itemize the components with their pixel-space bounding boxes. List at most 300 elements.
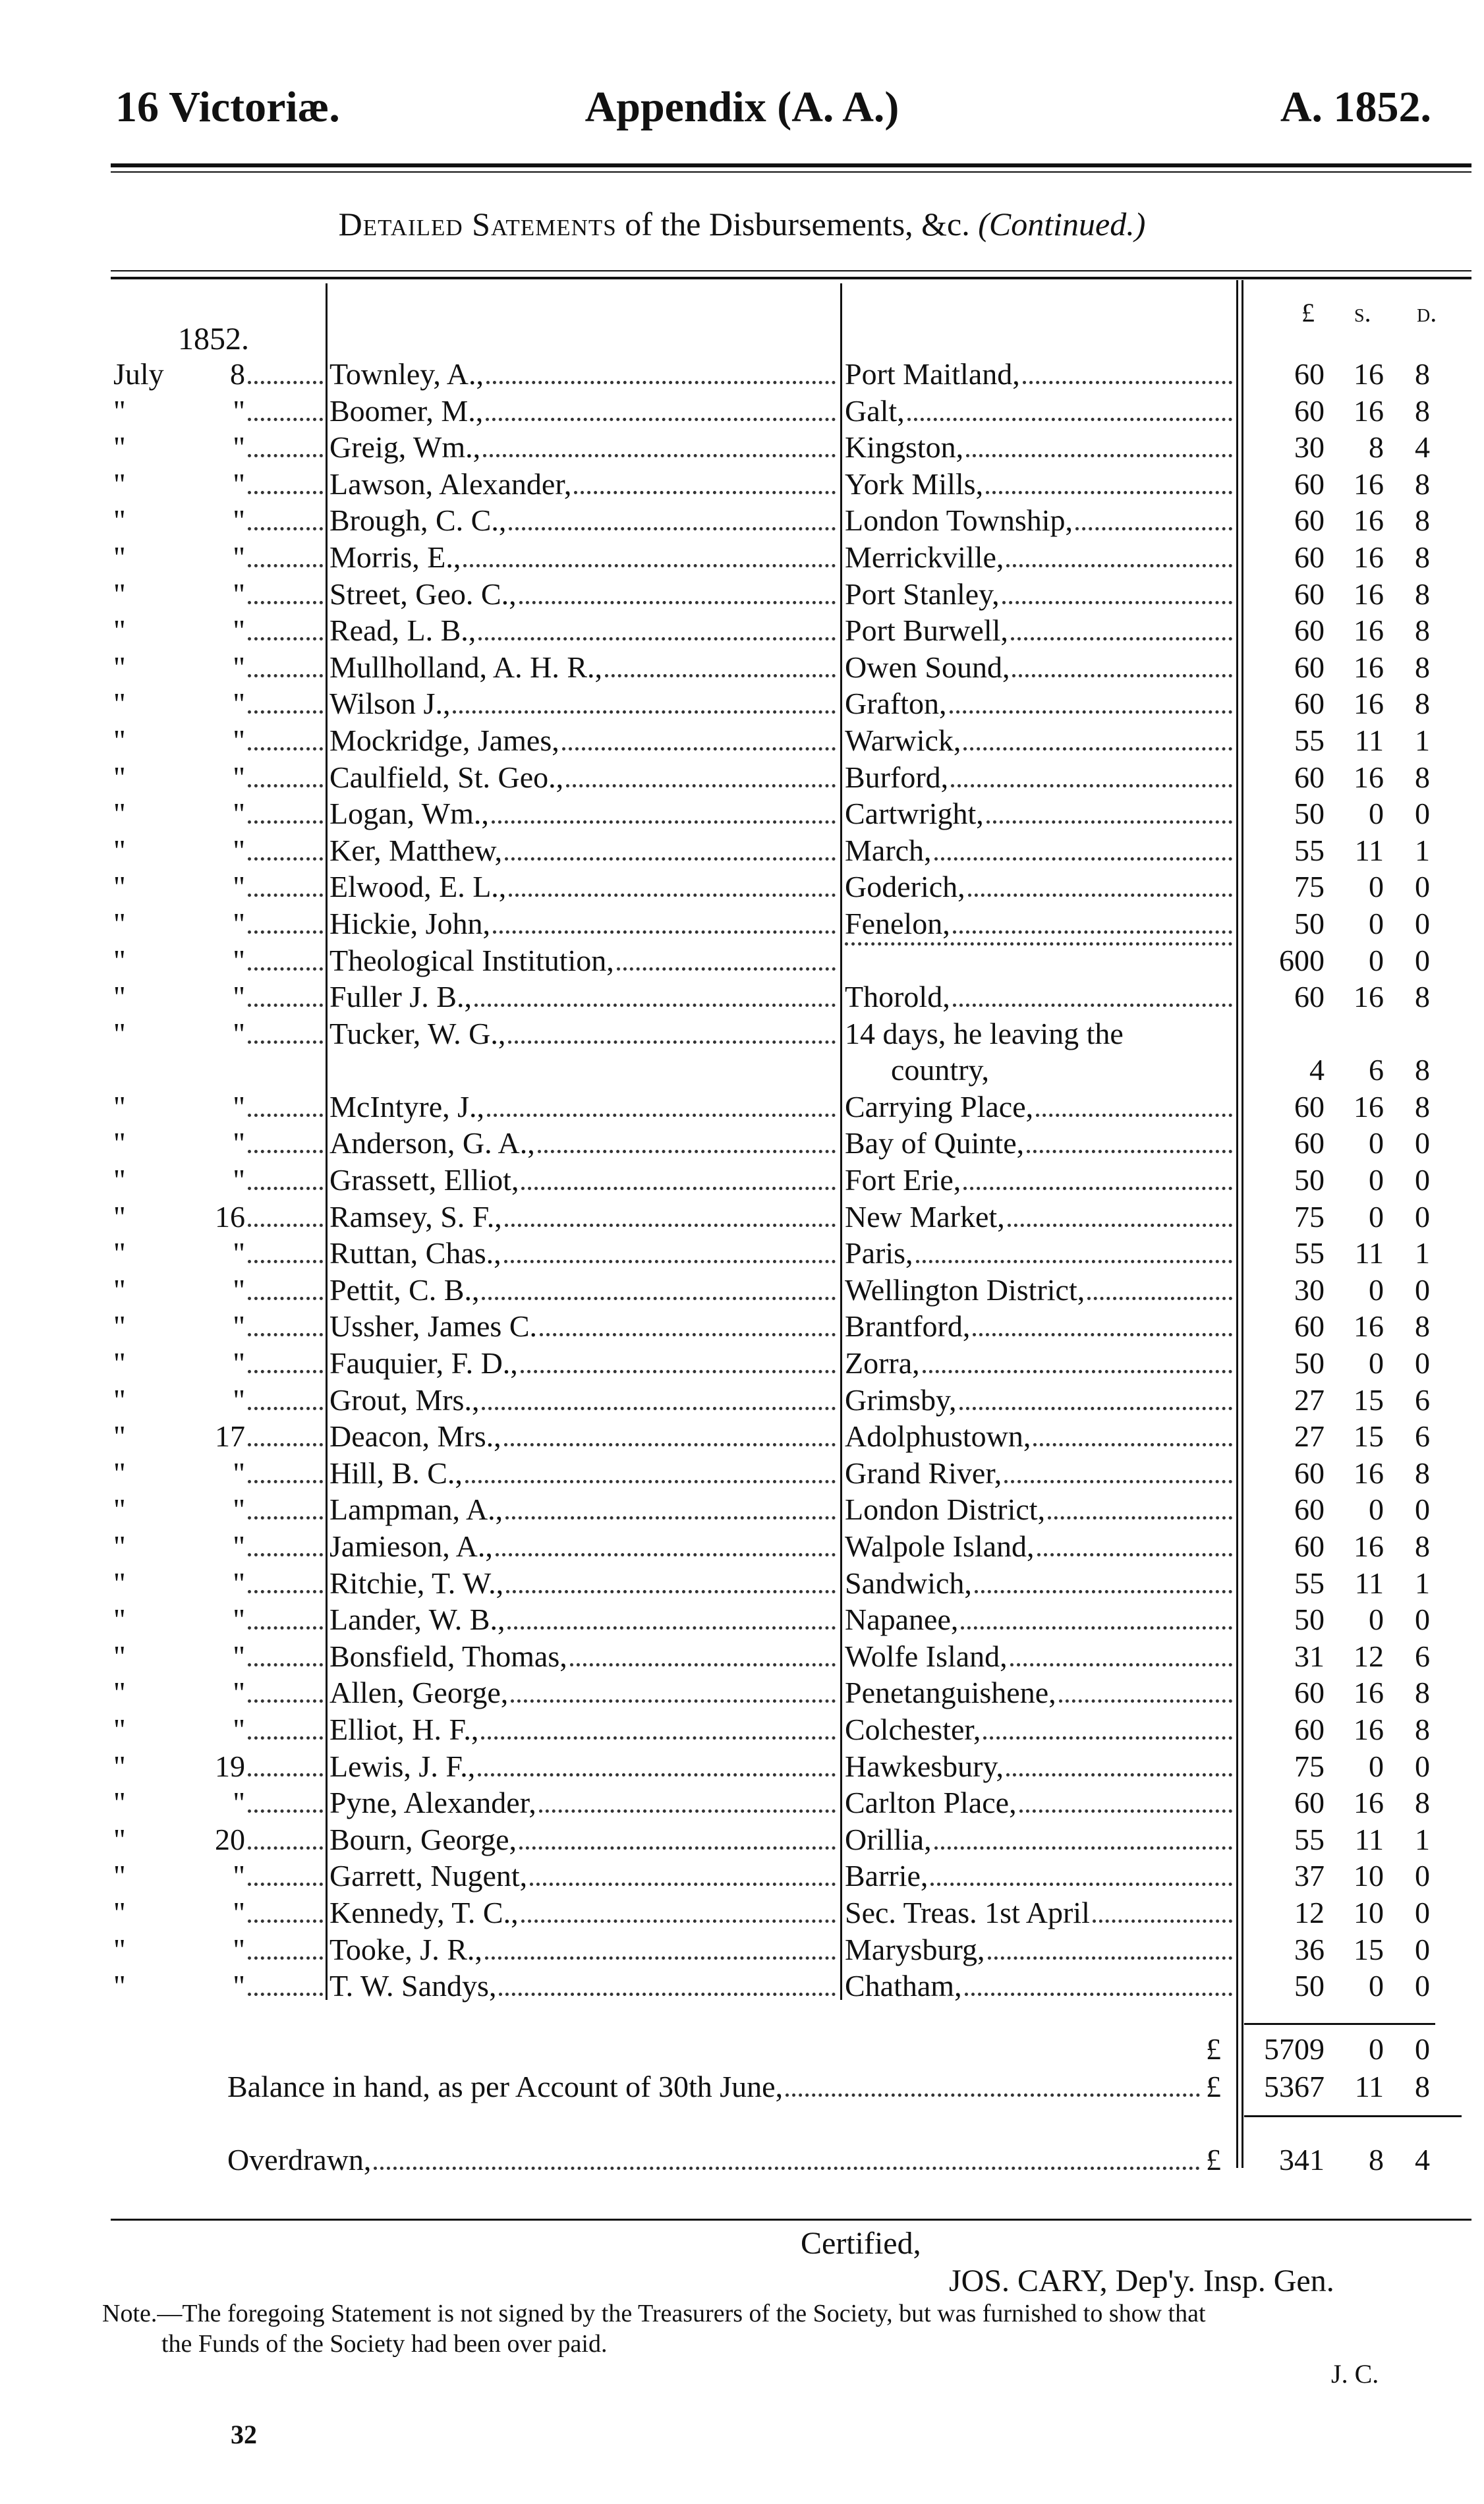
- payee-name: Anderson, G. A.,: [329, 1126, 535, 1160]
- payee-name: Jamieson, A.,: [329, 1529, 493, 1563]
- table-row: [0, 466, 1484, 503]
- payee-name: Fauquier, F. D.,: [329, 1346, 518, 1380]
- name-cell: [329, 466, 838, 503]
- date-cell: [113, 905, 326, 942]
- date-cell: [113, 576, 326, 613]
- amount-shillings: 12: [1354, 1639, 1384, 1673]
- table-row: [0, 868, 1484, 905]
- place-cell: [845, 1491, 1235, 1528]
- payee-name: Caulfield, St. Geo.,: [329, 760, 564, 794]
- amount-shillings: 16: [1354, 357, 1384, 391]
- statement-title-caps: Detailed Satements: [338, 206, 617, 242]
- amount-pence: 8: [1415, 1309, 1430, 1344]
- name-cell: [329, 1784, 838, 1821]
- amount-shillings: 0: [1369, 1199, 1384, 1234]
- date-month: ": [113, 1822, 126, 1856]
- amount-shillings: 0: [1369, 1272, 1384, 1307]
- name-cell: [329, 1711, 838, 1748]
- amount-pounds: 36: [1294, 1932, 1325, 1966]
- date-month: ": [113, 1016, 126, 1050]
- amount-pence: 1: [1415, 1822, 1430, 1856]
- name-cell: [329, 1821, 838, 1858]
- amount-pence: 8: [1415, 980, 1430, 1014]
- date-cell: [113, 1638, 326, 1675]
- name-cell: [329, 356, 838, 393]
- certified-signer: JOS. CARY, Dep'y. Insp. Gen.: [949, 2263, 1334, 2298]
- table-row: [0, 1418, 1484, 1455]
- date-cell: [113, 1089, 326, 1125]
- amount-shillings: 11: [1354, 1566, 1384, 1600]
- table-row: [0, 1528, 1484, 1565]
- amount-shillings: 10: [1354, 1895, 1384, 1929]
- table-row: [0, 1491, 1484, 1528]
- payee-name: Ruttan, Chas.,: [329, 1236, 501, 1270]
- payee-name: Tucker, W. G.,: [329, 1016, 506, 1050]
- date-cell: [113, 1931, 326, 1968]
- date-day: ": [233, 430, 245, 465]
- date-cell: [113, 1711, 326, 1748]
- amount-pounds: 60: [1294, 1126, 1325, 1160]
- amount-pence: 6: [1415, 1639, 1430, 1673]
- table-row: [0, 576, 1484, 613]
- amount-pounds: 60: [1294, 577, 1325, 611]
- place-text: Port Stanley,: [845, 577, 1000, 611]
- place-text: Goderich,: [845, 870, 965, 904]
- amount-shillings: 0: [1369, 1163, 1384, 1197]
- place-cell: [845, 1235, 1235, 1272]
- amount-pounds: 55: [1294, 723, 1325, 757]
- date-month: ": [113, 1639, 126, 1673]
- date-cell: [113, 1528, 326, 1565]
- date-cell: [113, 1491, 326, 1528]
- place-cell: [845, 1015, 1235, 1089]
- date-cell: [113, 502, 326, 539]
- date-month: ": [113, 1199, 126, 1234]
- date-day: ": [233, 1126, 245, 1160]
- date-month: ": [113, 1493, 126, 1527]
- date-cell: [113, 1601, 326, 1638]
- name-cell: [329, 905, 838, 942]
- date-month: ": [113, 760, 126, 794]
- table-row: [0, 502, 1484, 539]
- amount-pounds: 55: [1294, 1236, 1325, 1270]
- place-cell: [845, 759, 1235, 796]
- amount-pounds: 60: [1294, 760, 1325, 794]
- place-cell: [845, 1858, 1235, 1894]
- date-cell: [113, 1272, 326, 1309]
- name-cell: [329, 1308, 838, 1345]
- place-text: London Township,: [845, 503, 1073, 538]
- place-text: Port Burwell,: [845, 613, 1008, 648]
- amount-shillings: 16: [1354, 760, 1384, 794]
- amount-pounds: 27: [1294, 1382, 1325, 1417]
- date-month: ": [113, 1786, 126, 1820]
- name-cell: [329, 1638, 838, 1675]
- total-row: [0, 2030, 1484, 2069]
- place-cell: [845, 1308, 1235, 1345]
- amount-pence: 1: [1415, 723, 1430, 757]
- payee-name: Kennedy, T. C.,: [329, 1895, 519, 1929]
- table-row: [0, 1235, 1484, 1272]
- payee-name: Elliot, H. F.,: [329, 1712, 479, 1746]
- place-cell: [845, 1638, 1235, 1675]
- footnote: [102, 2298, 1473, 2359]
- place-text: New Market,: [845, 1199, 1005, 1234]
- amount-pence: 8: [1415, 1456, 1430, 1490]
- amount-pence: 8: [1415, 1676, 1430, 1710]
- table-row: [0, 1455, 1484, 1492]
- amount-shillings: 15: [1354, 1382, 1384, 1417]
- date-cell: [113, 1565, 326, 1602]
- amount-pounds: 600: [1279, 943, 1325, 977]
- table-row: [0, 1968, 1484, 2005]
- name-cell: [329, 1418, 838, 1455]
- amount-shillings: 0: [1369, 1126, 1384, 1160]
- date-cell: [113, 1455, 326, 1492]
- name-cell: [329, 1528, 838, 1565]
- place-cell: [845, 539, 1235, 576]
- name-cell: [329, 942, 838, 979]
- date-cell: [113, 1308, 326, 1345]
- amount-pence: 6: [1415, 1419, 1430, 1454]
- date-month: ": [113, 1895, 126, 1929]
- amount-pounds: 50: [1294, 906, 1325, 940]
- table-row: [0, 759, 1484, 796]
- place-text: Sandwich,: [845, 1566, 972, 1600]
- payee-name: Greig, Wm.,: [329, 430, 481, 465]
- place-cell: [845, 868, 1235, 905]
- table-row: [0, 1162, 1484, 1199]
- place-text: Sec. Treas. 1st April: [845, 1895, 1090, 1929]
- place-cell: [845, 1821, 1235, 1858]
- amount-shillings: 10: [1354, 1859, 1384, 1893]
- amount-shillings: 11: [1354, 833, 1384, 867]
- table-row: [0, 685, 1484, 722]
- payee-name: Ker, Matthew,: [329, 833, 503, 867]
- place-cell: [845, 1162, 1235, 1199]
- name-cell: [329, 868, 838, 905]
- place-text: Wolfe Island,: [845, 1639, 1008, 1673]
- year-label: 1852.: [178, 322, 249, 356]
- payee-name: Lewis, J. F.,: [329, 1749, 476, 1783]
- date-month: ": [113, 1309, 126, 1344]
- table-row: [0, 612, 1484, 649]
- amount-pounds: 60: [1294, 1676, 1325, 1710]
- date-month: ": [113, 687, 126, 721]
- place-cell: [845, 393, 1235, 430]
- place-cell: [845, 1272, 1235, 1309]
- date-day: ": [233, 1603, 245, 1637]
- footer-rule: [111, 2219, 1471, 2221]
- name-cell: [329, 1858, 838, 1894]
- place-text: Galt,: [845, 393, 905, 428]
- place-text: Owen Sound,: [845, 650, 1010, 684]
- date-cell: [113, 539, 326, 576]
- date-month: ": [113, 467, 126, 501]
- table-row: [0, 1821, 1484, 1858]
- place-cell: [845, 1528, 1235, 1565]
- date-day: ": [233, 1382, 245, 1417]
- date-month: ": [113, 980, 126, 1014]
- amount-pounds: 60: [1294, 613, 1325, 648]
- date-day: ": [233, 870, 245, 904]
- total-pence: 0: [1415, 2032, 1430, 2066]
- payee-name: Pettit, C. B.,: [329, 1272, 480, 1307]
- amount-pence: 0: [1415, 1969, 1430, 2003]
- amount-pounds: 50: [1294, 1346, 1325, 1380]
- date-month: ": [113, 1969, 126, 2003]
- payee-name: Bonsfield, Thomas,: [329, 1639, 567, 1673]
- date-cell: [113, 1345, 326, 1382]
- name-cell: [329, 1345, 838, 1382]
- date-month: ": [113, 1236, 126, 1270]
- amount-shillings: 16: [1354, 1529, 1384, 1563]
- amount-pence: 8: [1415, 1712, 1430, 1746]
- payee-name: Mullholland, A. H. R.,: [329, 650, 603, 684]
- place-cell: [845, 502, 1235, 539]
- name-cell: [329, 1235, 838, 1272]
- amount-pounds: 12: [1294, 1895, 1325, 1929]
- payee-name: Allen, George,: [329, 1676, 509, 1710]
- place-cell: [845, 1601, 1235, 1638]
- table-row: [0, 1894, 1484, 1931]
- date-day: ": [233, 1786, 245, 1820]
- overdrawn-row: [0, 2140, 1484, 2180]
- place-cell: [845, 429, 1235, 466]
- place-text: Thorold,: [845, 980, 950, 1014]
- date-cell: [113, 612, 326, 649]
- table-row: [0, 1711, 1484, 1748]
- table-row: [0, 1272, 1484, 1309]
- note-initials: J. C.: [1331, 2359, 1379, 2389]
- date-cell: [113, 1199, 326, 1236]
- amount-pence: 0: [1415, 1199, 1430, 1234]
- name-cell: [329, 1931, 838, 1968]
- overdrawn-pence: 4: [1415, 2143, 1430, 2177]
- amount-shillings: 0: [1369, 906, 1384, 940]
- date-month: ": [113, 1676, 126, 1710]
- date-cell: [113, 759, 326, 796]
- amount-shillings: 0: [1369, 1346, 1384, 1380]
- amount-shillings: 16: [1354, 1676, 1384, 1710]
- table-row: [0, 429, 1484, 466]
- place-cell: [845, 1784, 1235, 1821]
- date-day: ": [233, 650, 245, 684]
- date-cell: [113, 1674, 326, 1711]
- payee-name: Logan, Wm.,: [329, 797, 489, 831]
- table-row: [0, 393, 1484, 430]
- payee-name: Grout, Mrs.,: [329, 1382, 480, 1417]
- place-text: Grafton,: [845, 687, 947, 721]
- amount-pounds: 60: [1294, 393, 1325, 428]
- date-day: ": [233, 1309, 245, 1344]
- payee-name: Deacon, Mrs.,: [329, 1419, 501, 1454]
- date-day: ": [233, 1016, 245, 1050]
- date-cell: [113, 356, 326, 393]
- place-text: Burford,: [845, 760, 949, 794]
- amount-pounds: 4: [1309, 1053, 1325, 1087]
- name-cell: [329, 1748, 838, 1785]
- date-cell: [113, 429, 326, 466]
- date-month: ": [113, 1603, 126, 1637]
- place-text: York Mills,: [845, 467, 984, 501]
- overdrawn-currency: £: [1206, 2143, 1221, 2177]
- amount-pence: 8: [1415, 540, 1430, 574]
- date-month: ": [113, 1126, 126, 1160]
- payee-name: Townley, A.,: [329, 357, 484, 391]
- name-cell: [329, 1272, 838, 1309]
- table-row: [0, 1601, 1484, 1638]
- amount-pounds: 50: [1294, 1969, 1325, 2003]
- date-cell: [113, 979, 326, 1015]
- amount-pence: 8: [1415, 1053, 1430, 1087]
- balance-currency: £: [1206, 2070, 1221, 2103]
- amount-pence: 0: [1415, 1272, 1430, 1307]
- amount-pounds: 60: [1294, 1089, 1325, 1124]
- table-row: [0, 1345, 1484, 1382]
- payee-name: Read, L. B.,: [329, 613, 476, 648]
- place-text: Marysburg,: [845, 1932, 985, 1966]
- certified-label: Certified,: [801, 2226, 921, 2261]
- amount-shillings: 0: [1369, 1603, 1384, 1637]
- date-day: ": [233, 687, 245, 721]
- amount-pence: 0: [1415, 1932, 1430, 1966]
- amount-pounds: 60: [1294, 650, 1325, 684]
- name-cell: [329, 502, 838, 539]
- amount-shillings: 11: [1354, 723, 1384, 757]
- amount-pounds: 60: [1294, 467, 1325, 501]
- disbursement-table: [0, 356, 1484, 2005]
- name-cell: [329, 1455, 838, 1492]
- date-cell: [113, 722, 326, 759]
- place-text: Carrying Place,: [845, 1089, 1034, 1124]
- amount-pence: 0: [1415, 1603, 1430, 1637]
- place-cell: [845, 1345, 1235, 1382]
- payee-name: Ussher, James C.: [329, 1309, 538, 1344]
- balance-pence: 8: [1415, 2070, 1430, 2103]
- date-month: ": [113, 540, 126, 574]
- amount-shillings: 16: [1354, 1712, 1384, 1746]
- place-cell: [845, 1894, 1235, 1931]
- name-cell: [329, 576, 838, 613]
- place-text: Colchester,: [845, 1712, 981, 1746]
- balance-pounds: 5367: [1264, 2070, 1325, 2103]
- table-row: [0, 832, 1484, 869]
- name-cell: [329, 1968, 838, 2005]
- place-cell: [845, 576, 1235, 613]
- date-day: ": [233, 1969, 245, 2003]
- amount-pounds: 50: [1294, 797, 1325, 831]
- place-text: Fenelon,: [845, 906, 950, 940]
- amount-shillings: 16: [1354, 1456, 1384, 1490]
- payee-name: Garrett, Nugent,: [329, 1859, 528, 1893]
- date-day: ": [233, 467, 245, 501]
- name-cell: [329, 1015, 838, 1052]
- amount-pence: 4: [1415, 430, 1430, 465]
- place-cell: [845, 1674, 1235, 1711]
- place-text: Hawkesbury,: [845, 1749, 1004, 1783]
- amount-pounds: 60: [1294, 503, 1325, 538]
- amount-shillings: 16: [1354, 1786, 1384, 1820]
- amount-pence: 0: [1415, 870, 1430, 904]
- table-row: [0, 1125, 1484, 1162]
- amount-pounds: 60: [1294, 1493, 1325, 1527]
- amount-pounds: 50: [1294, 1163, 1325, 1197]
- place-text: Port Maitland,: [845, 357, 1020, 391]
- amount-pounds: 60: [1294, 357, 1325, 391]
- date-cell: [113, 1968, 326, 2005]
- date-month: ": [113, 1089, 126, 1124]
- date-month: ": [113, 1382, 126, 1417]
- date-day: ": [233, 943, 245, 977]
- date-day: ": [233, 1346, 245, 1380]
- amount-pence: 0: [1415, 1895, 1430, 1929]
- payee-name: Tooke, J. R.,: [329, 1932, 482, 1966]
- amount-pence: 0: [1415, 906, 1430, 940]
- amount-pounds: 30: [1294, 1272, 1325, 1307]
- footnote-line-1: Note.—The foregoing Statement is not signed by the Treasurers of the Society, but was furnished to show that: [102, 2300, 1206, 2327]
- place-text: London District,: [845, 1493, 1046, 1527]
- date-month: ": [113, 1566, 126, 1600]
- payee-name: Boomer, M.,: [329, 393, 484, 428]
- table-row: [0, 1638, 1484, 1675]
- amount-shillings: 0: [1369, 943, 1384, 977]
- date-day: ": [233, 980, 245, 1014]
- amount-shillings: 16: [1354, 393, 1384, 428]
- footnote-line-2: the Funds of the Society had been over paid.: [161, 2330, 608, 2358]
- date-day: 8: [230, 357, 245, 391]
- date-day: ": [233, 833, 245, 867]
- place-cell: [845, 356, 1235, 393]
- place-text: March,: [845, 833, 932, 867]
- statement-title: [0, 201, 1484, 247]
- amount-pounds: 75: [1294, 1749, 1325, 1783]
- amount-pounds: 50: [1294, 1603, 1325, 1637]
- date-day: ": [233, 613, 245, 648]
- amount-pounds: 60: [1294, 1456, 1325, 1490]
- place-text: Penetanguishene,: [845, 1676, 1056, 1710]
- date-month: ": [113, 1346, 126, 1380]
- date-day: ": [233, 1493, 245, 1527]
- statement-title-continued: (Continued.): [978, 206, 1146, 242]
- date-month: July: [113, 357, 164, 391]
- date-month: ": [113, 1932, 126, 1966]
- table-row: [0, 979, 1484, 1015]
- date-month: ": [113, 1749, 126, 1783]
- date-day: ": [233, 540, 245, 574]
- place-cell: [845, 466, 1235, 503]
- place-text: Merrickville,: [845, 540, 1004, 574]
- place-text: Napanee,: [845, 1603, 959, 1637]
- table-row: [0, 1089, 1484, 1125]
- place-cell: [845, 1455, 1235, 1492]
- date-month: ": [113, 797, 126, 831]
- payee-name: Mockridge, James,: [329, 723, 559, 757]
- amount-pounds: 55: [1294, 833, 1325, 867]
- date-cell: [113, 832, 326, 869]
- date-day: ": [233, 1566, 245, 1600]
- header-session: 16 Victoriæ.: [115, 83, 340, 131]
- amount-shillings: 16: [1354, 503, 1384, 538]
- page-number: 32: [231, 2420, 257, 2449]
- date-day: ": [233, 1895, 245, 1929]
- amount-pence: 8: [1415, 650, 1430, 684]
- balance-label-wrap: [227, 2067, 1203, 2107]
- payee-name: Hill, B. C.,: [329, 1456, 463, 1490]
- date-day: ": [233, 1639, 245, 1673]
- payee-name: Lampman, A.,: [329, 1493, 503, 1527]
- name-cell: [329, 795, 838, 832]
